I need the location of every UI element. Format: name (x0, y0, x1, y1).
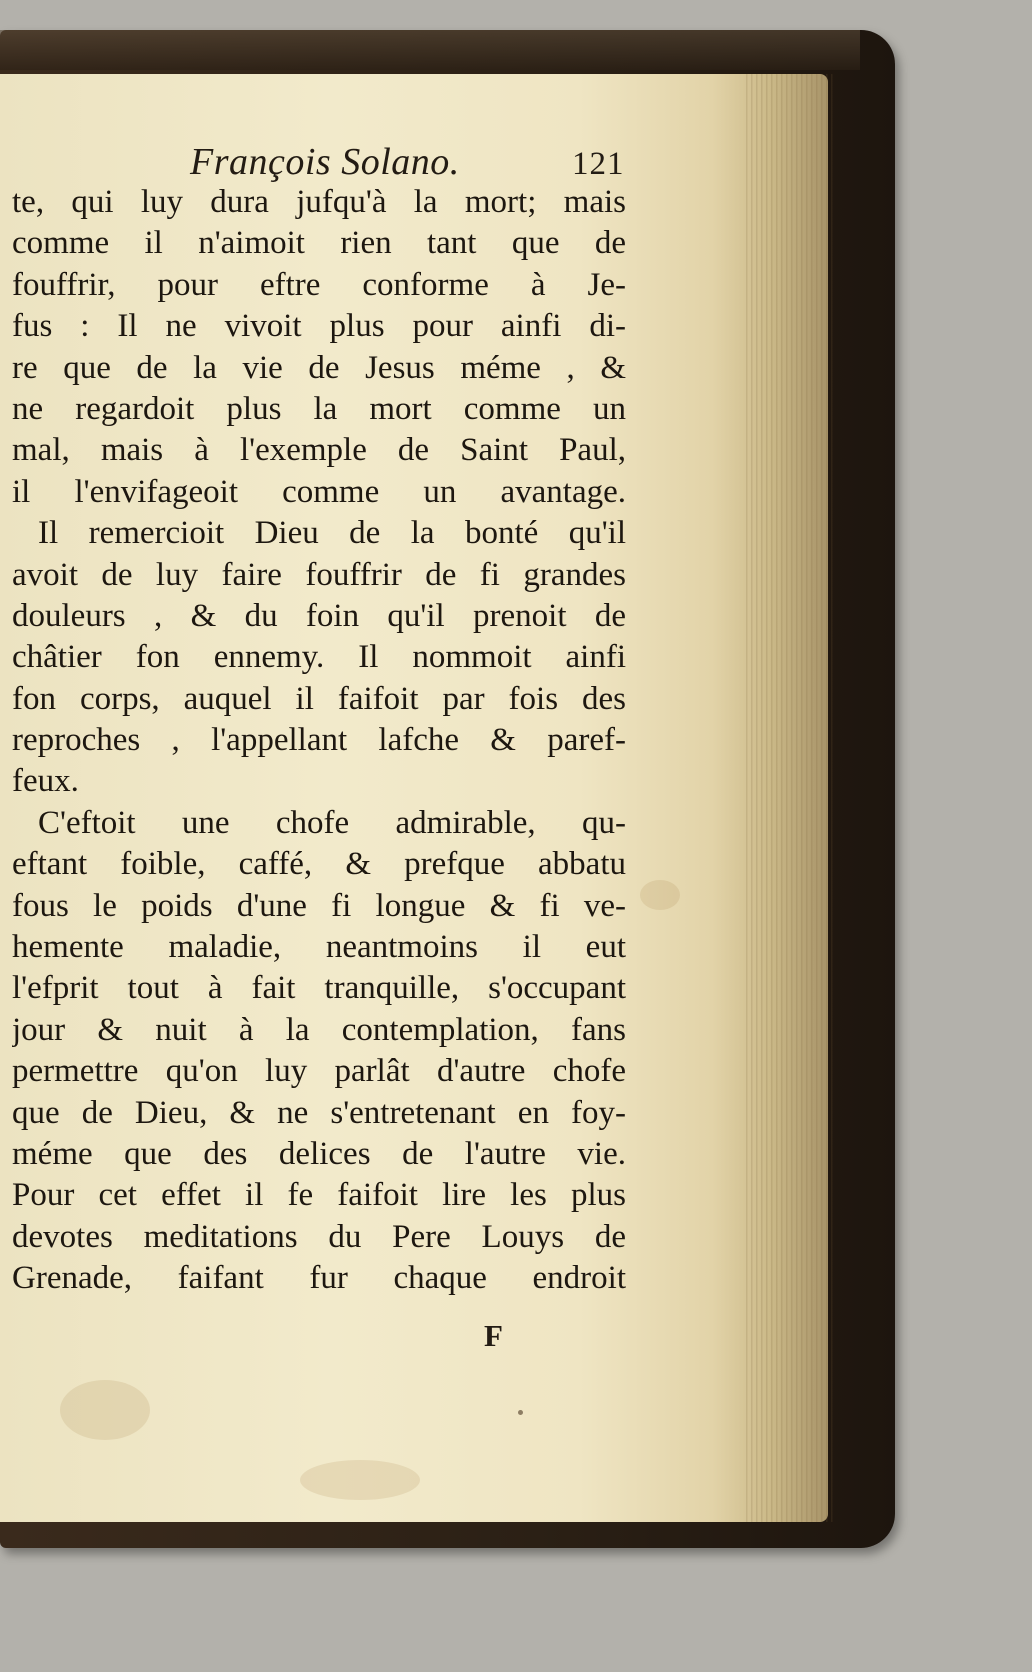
text-line: fous le poids d'une fi longue & fi ve- (12, 887, 626, 924)
text-line: re que de la vie de Jesus méme , & (12, 349, 626, 386)
foxing-spot (640, 880, 680, 910)
text-line: mal, mais à l'exemple de Saint Paul, (12, 432, 626, 469)
text-line: douleurs , & du foin qu'il prenoit de (12, 597, 626, 634)
text-line: fus : Il ne vivoit plus pour ainfi di- (12, 308, 626, 345)
page-number: 121 (572, 146, 625, 182)
text-line: jour & nuit à la contemplation, fans (12, 1011, 626, 1048)
text-line: comme il n'aimoit rien tant que de (12, 225, 626, 262)
text-line: il l'envifageoit comme un avantage. (12, 473, 626, 510)
text-block (12, 182, 626, 1300)
text-line: Pour cet effet il fe faifoit lire les plus (12, 1177, 626, 1214)
foxing-spot (60, 1380, 150, 1440)
text-line: C'eftoit une chofe admirable, qu- (38, 804, 626, 841)
ink-dot (518, 1410, 523, 1415)
text-line: devotes meditations du Pere Louys de (12, 1218, 626, 1255)
foxing-spot (300, 1460, 420, 1500)
text-line: méme que des delices de l'autre vie. (12, 1135, 626, 1172)
cover-wear (0, 30, 860, 70)
text-line: fouffrir, pour eftre conforme à Je- (12, 266, 626, 303)
text-line: châtier fon ennemy. Il nommoit ainfi (12, 639, 626, 676)
text-line: reproches , l'appellant lafche & paref- (12, 722, 626, 759)
text-line: feux. (12, 763, 79, 800)
text-line: eftant foible, caffé, & prefque abbatu (12, 846, 626, 883)
text-line: hemente maladie, neantmoins il eut (12, 929, 626, 966)
text-line: Il remercioit Dieu de la bonté qu'il (38, 515, 626, 552)
running-head: François Solano. (190, 141, 460, 183)
text-line: l'efprit tout à fait tranquille, s'occupant (12, 970, 626, 1007)
text-line: permettre qu'on luy parlât d'autre chofe (12, 1053, 626, 1090)
text-line: Grenade, faifant fur chaque endroit (12, 1260, 626, 1297)
text-line: fon corps, auquel il faifoit par fois des (12, 680, 626, 717)
signature-mark: F (484, 1318, 503, 1353)
text-line: te, qui luy dura jufqu'à la mort; mais (12, 184, 626, 220)
text-line: avoit de luy faire fouffrir de fi grandes (12, 556, 626, 593)
text-line: que de Dieu, & ne s'entretenant en foy- (12, 1094, 626, 1131)
text-line: ne regardoit plus la mort comme un (12, 390, 626, 427)
